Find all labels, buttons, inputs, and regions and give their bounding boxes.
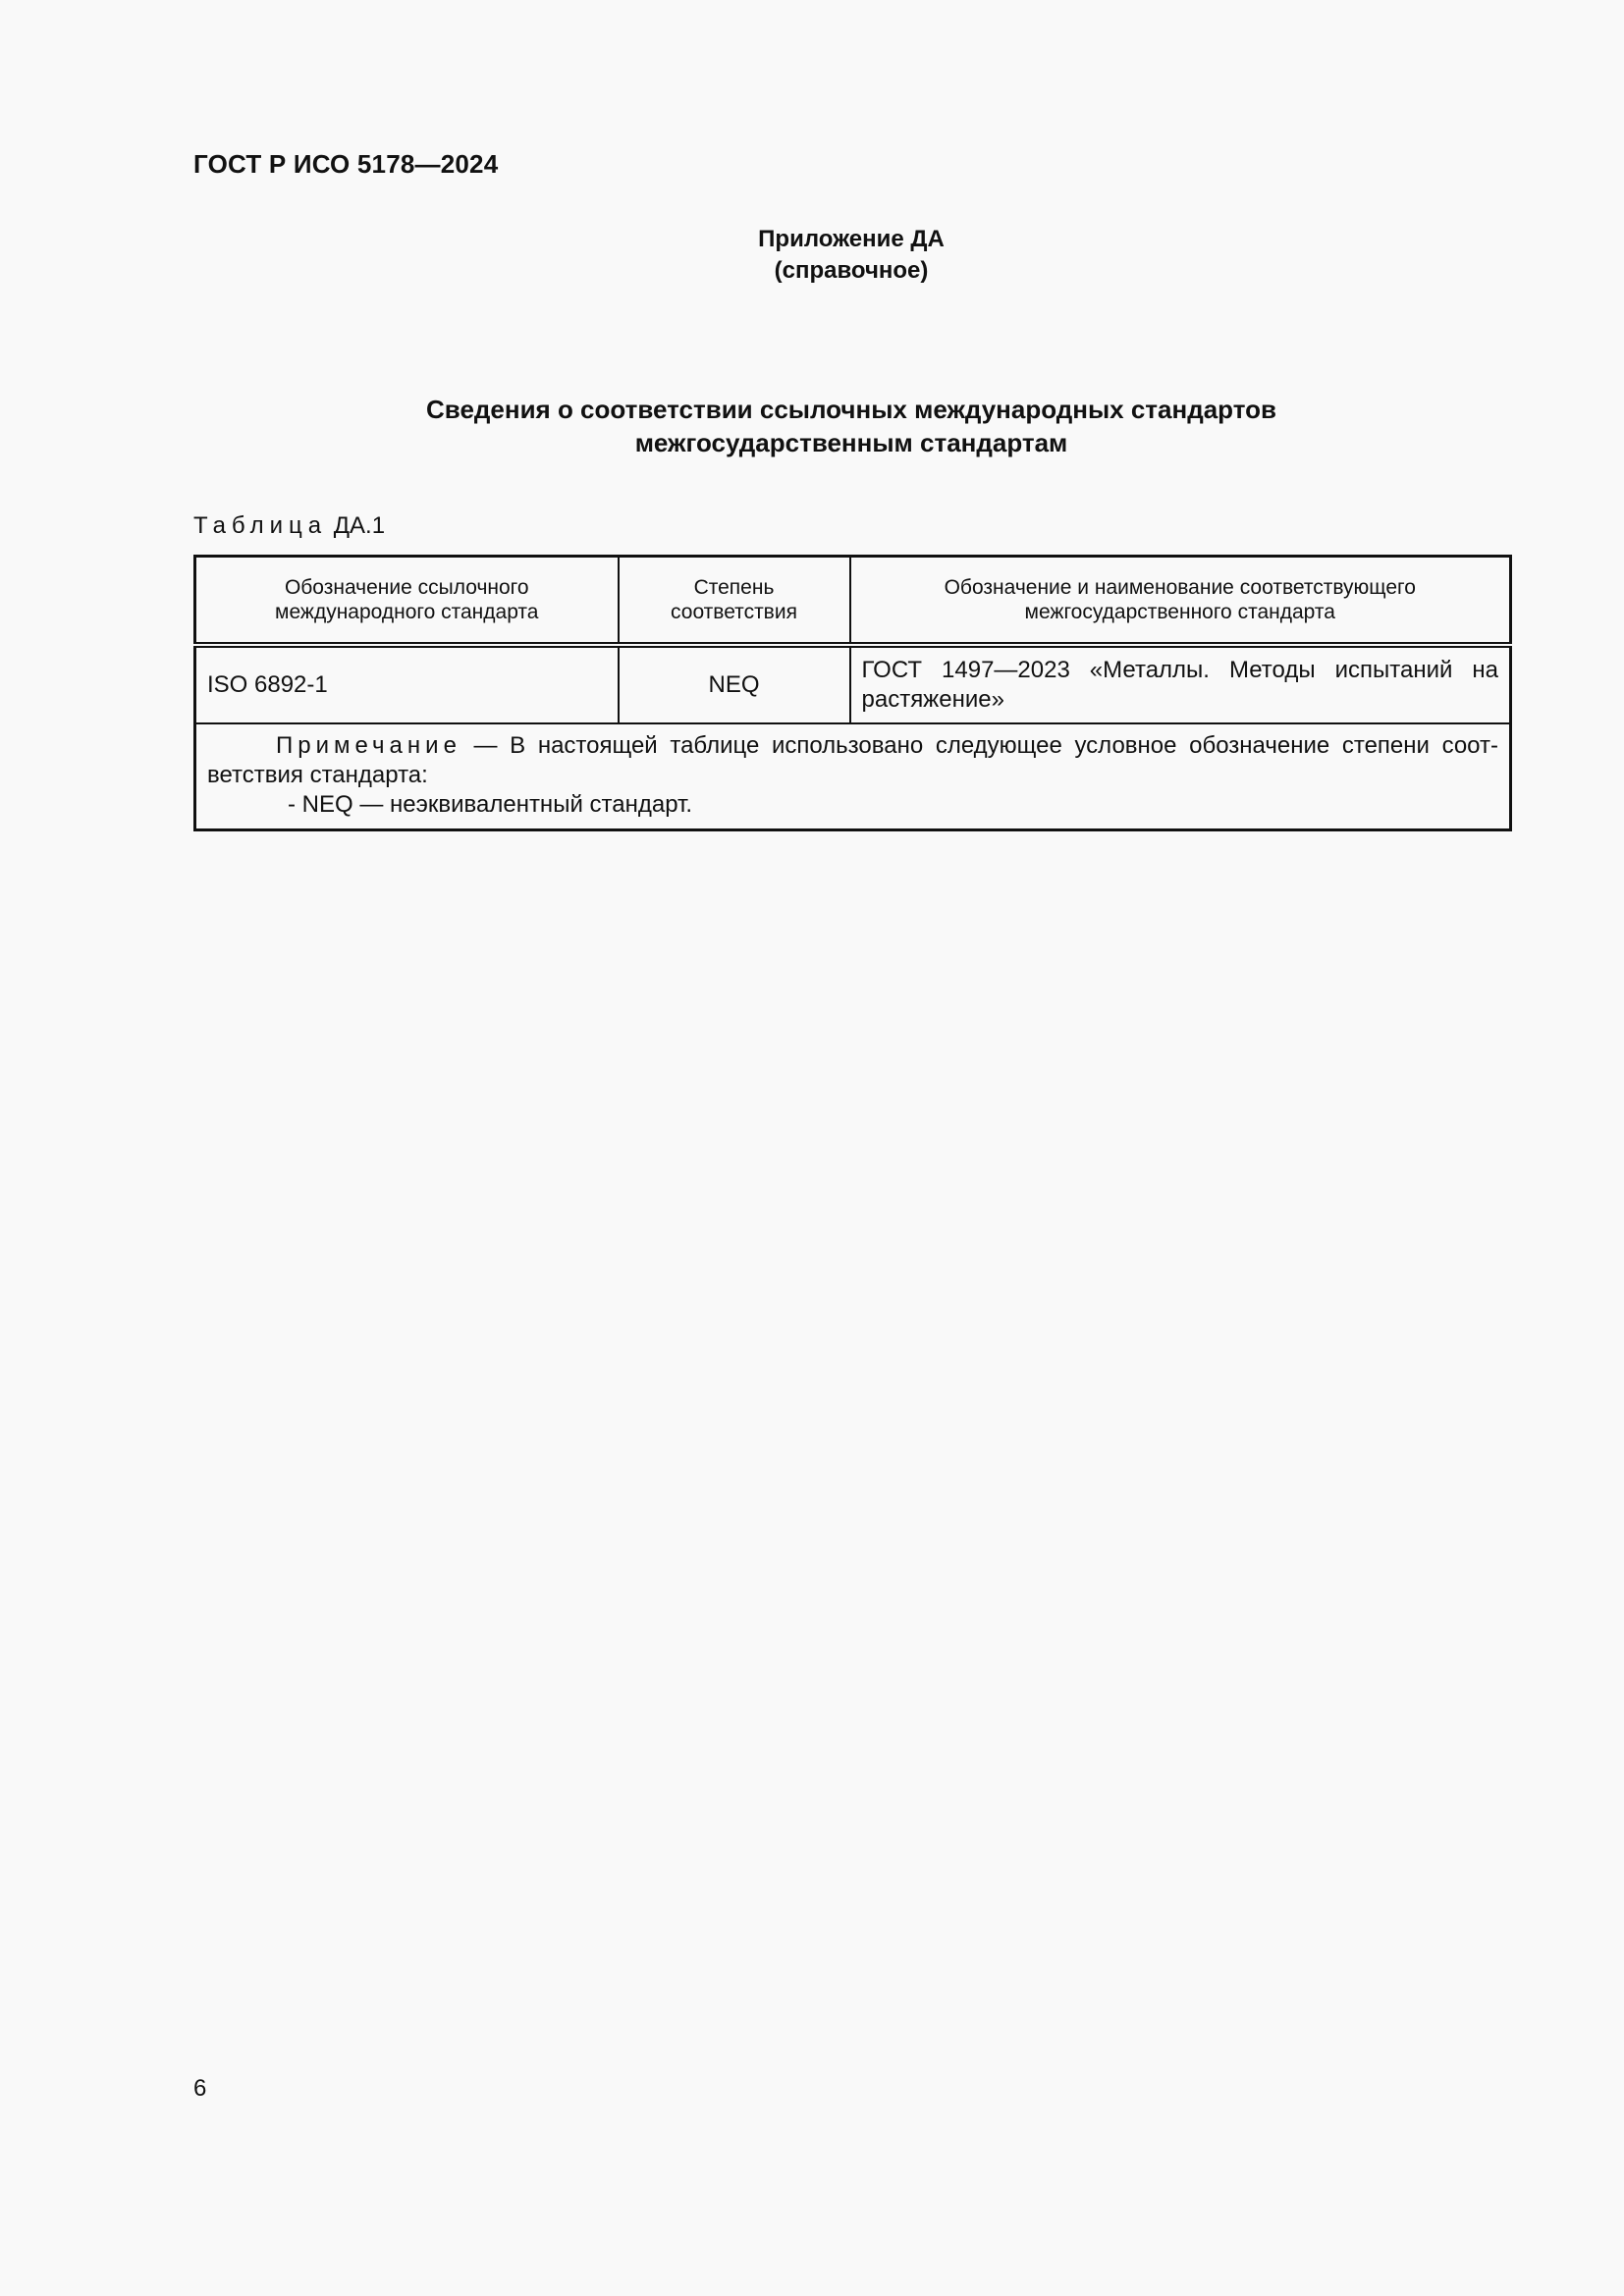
document-code: ГОСТ Р ИСО 5178—2024: [193, 149, 499, 179]
section-title: [193, 393, 1509, 459]
cell-intl-standard: ISO 6892-1: [195, 645, 619, 723]
note-label: Примечание: [276, 732, 461, 759]
correspondence-table: [193, 555, 1512, 831]
table-header-row: [195, 557, 1511, 646]
header-national-standard-line2: межгосударственного стандарта: [1024, 601, 1335, 623]
cell-degree: NEQ: [619, 645, 850, 723]
table-note: [195, 723, 1511, 830]
header-intl-standard-line1: Обозначение ссылочного: [284, 576, 529, 599]
table-caption-number: ДА.1: [333, 512, 386, 539]
table-note-row: [195, 723, 1511, 830]
appendix-subtitle: (справочное): [774, 257, 929, 284]
table-row: [195, 645, 1511, 723]
header-intl-standard: [195, 557, 619, 646]
header-national-standard-line1: Обозначение и наименование соответствующего: [944, 576, 1416, 599]
note-text: [207, 731, 1498, 790]
cell-national-standard: ГОСТ 1497—2023 «Металлы. Методы испытаний на растяжение»: [850, 645, 1511, 723]
appendix-title: Приложение ДА: [758, 226, 945, 252]
header-degree-line2: соответствия: [671, 601, 797, 623]
page-number: 6: [193, 2075, 207, 2102]
header-degree-line1: Степень: [693, 576, 775, 599]
note-body: — В настоящей таблице использовано следующее условное обозначение степени соот-ветствия стандарта:: [207, 732, 1498, 788]
appendix-heading: [0, 224, 1624, 287]
header-intl-standard-line2: международного стандарта: [275, 601, 539, 623]
table-caption: [193, 512, 385, 540]
header-degree: [619, 557, 850, 646]
header-national-standard: [850, 557, 1511, 646]
section-title-line1: Сведения о соответствии ссылочных международных стандартов: [426, 395, 1276, 424]
note-list-item: - NEQ — неэквивалентный стандарт.: [288, 791, 693, 818]
table-caption-label: Таблица: [193, 512, 328, 539]
section-title-line2: межгосударственным стандартам: [634, 428, 1068, 457]
